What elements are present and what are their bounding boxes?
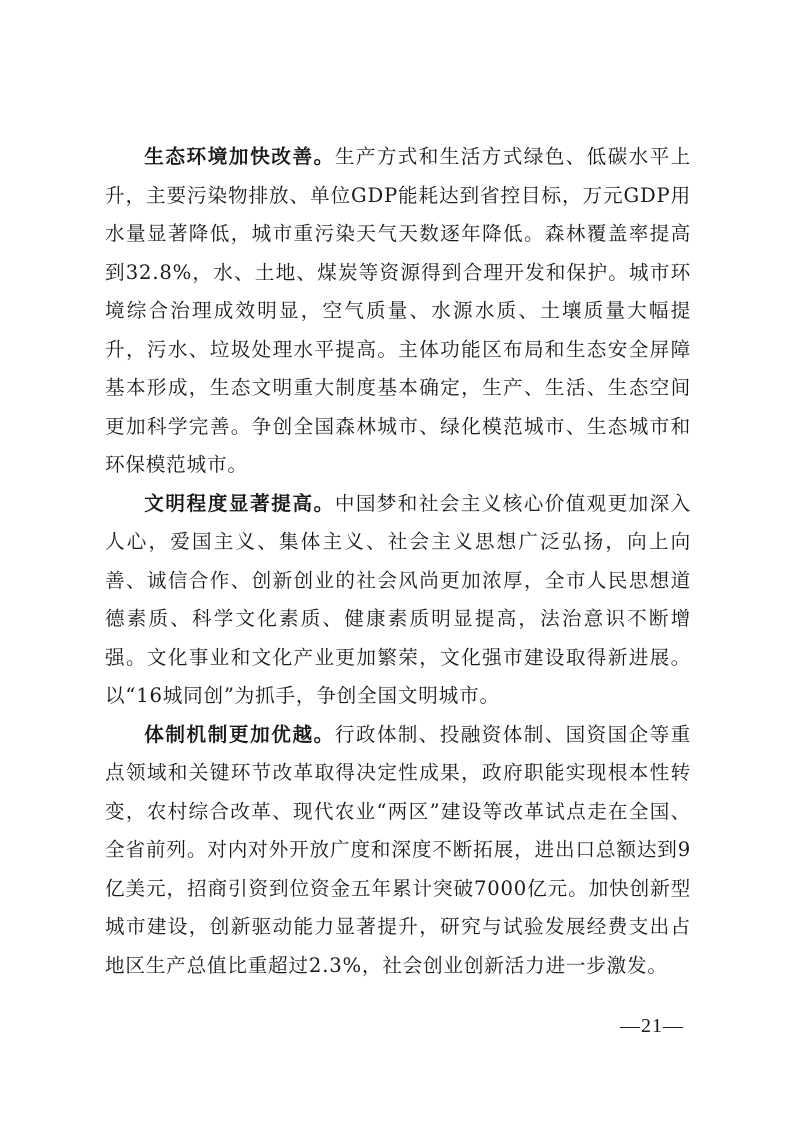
- paragraph-text: 生产方式和生活方式绿色、低碳水平上升，主要污染物排放、单位GDP能耗达到省控目标，万元GDP用水量显著降低，城市重污染天气天数逐年降低。森林覆盖率提高到32.8%，水、土地、煤炭等资源得到合理开发和保护。城市环境综合治理成效明显，空气质量、水源水质、土壤质量大幅提升，污水、垃圾处理水平提高。主体功能区布局和生态安全屏障基本形成，生态文明重大制度基本确定，生产、生活、生态空间更加科学完善。争创全国森林城市、绿化模范城市、生态城市和环保模范城市。: [105, 145, 692, 476]
- paragraph-ecology: [105, 138, 691, 485]
- paragraph-lead: 生态环境加快改善。: [144, 145, 335, 168]
- paragraph-civilization: [105, 485, 691, 716]
- paragraph-text: 中国梦和社会主义核心价值观更加深入人心，爱国主义、集体主义、社会主义思想广泛弘扬，向上向善、诚信合作、创新创业的社会风尚更加浓厚，全市人民思想道德素质、科学文化素质、健康素质明显提高，法治意识不断增强。文化事业和文化产业更加繁荣，文化强市建设取得新进展。以“16城同创”为抓手，争创全国文明城市。: [105, 491, 692, 707]
- paragraph-institutions: [105, 716, 691, 986]
- paragraph-text: 行政体制、投融资体制、国资国企等重点领域和关键环节改革取得决定性成果，政府职能实现根本性转变，农村综合改革、现代农业“两区”建设等改革试点走在全国、全省前列。对内对外开放广度和深度不断拓展，进出口总额达到9亿美元，招商引资到位资金五年累计突破7000亿元。加快创新型城市建设，创新驱动能力显著提升，研究与试验发展经费支出占地区生产总值比重超过2.3%，社会创业创新活力进一步激发。: [105, 722, 692, 977]
- body-text: [105, 138, 691, 985]
- paragraph-lead: 文明程度显著提高。: [144, 491, 335, 515]
- paragraph-lead: 体制机制更加优越。: [144, 722, 335, 746]
- page-number: —21—: [620, 1015, 684, 1037]
